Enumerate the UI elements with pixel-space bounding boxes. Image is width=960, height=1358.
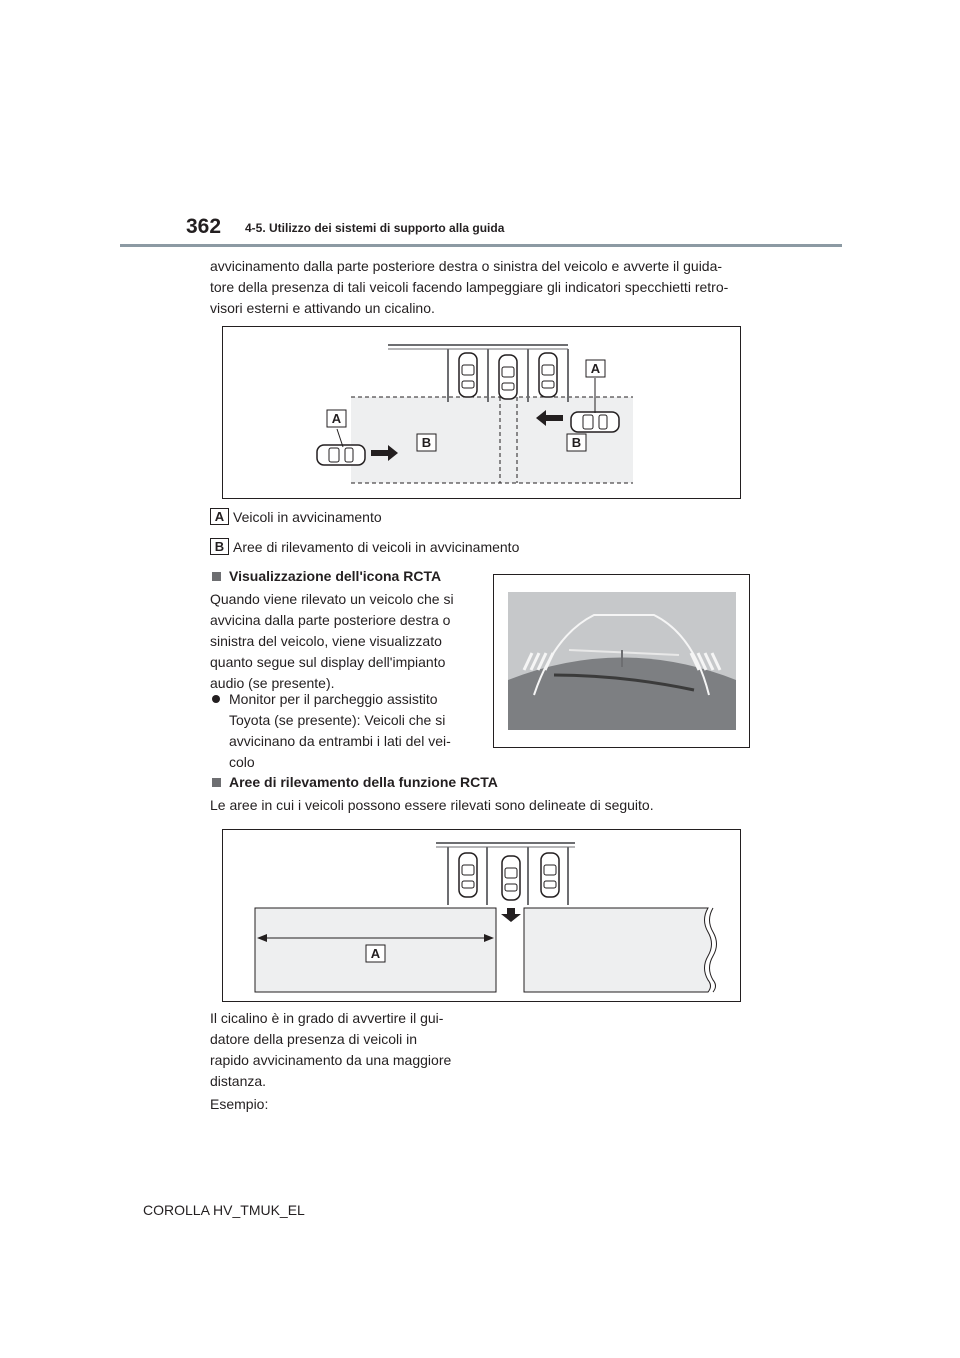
rcta-icon-heading <box>212 568 441 584</box>
legend-text: Aree di rilevamento di veicoli in avvicinamento <box>233 538 520 555</box>
header-rule <box>120 244 842 247</box>
bullet-dot-icon <box>212 695 220 703</box>
figure-detection-range <box>222 829 741 1002</box>
square-bullet-icon <box>212 778 221 787</box>
reversing-car <box>502 856 520 900</box>
detection-range-diagram <box>223 830 740 1001</box>
square-bullet-icon <box>212 572 221 581</box>
closing-line: distanza. <box>210 1073 267 1089</box>
bullet-line: avvicinano da entrambi i lati del vei- <box>229 733 451 749</box>
detection-area <box>351 397 633 483</box>
parked-car <box>541 853 559 897</box>
parked-car <box>459 853 477 897</box>
heading-text: Visualizzazione dell'icona RCTA <box>229 568 442 584</box>
heading-text: Aree di rilevamento della funzione RCTA <box>229 774 498 790</box>
body-line: audio (se presente). <box>210 675 335 691</box>
arrow-down-icon <box>501 908 521 922</box>
rear-camera-view <box>494 575 749 747</box>
closing-paragraph <box>210 1008 480 1092</box>
figure-approaching-vehicles <box>222 326 741 499</box>
detection-areas-body: Le aree in cui i veicoli possono essere rilevati sono delineate di seguito. <box>210 797 654 813</box>
intro-line: tore della presenza di tali veicoli facendo lampeggiare gli indicatori specchietti retro- <box>210 279 729 295</box>
svg-text:B: B <box>571 435 582 450</box>
body-line: quanto segue sul display dell'impianto <box>210 654 446 670</box>
svg-text:B: B <box>421 435 432 450</box>
parked-car <box>539 353 557 397</box>
svg-text:A: A <box>331 411 342 426</box>
legend-text: Veicoli in avvicinamento <box>233 508 382 525</box>
label-b-left <box>417 434 436 451</box>
detection-areas-heading <box>212 774 498 790</box>
label-b-right <box>567 434 586 451</box>
legend-key: B <box>210 538 229 555</box>
label-a-left <box>327 410 346 427</box>
body-line: sinistra del veicolo, viene visualizzato <box>210 633 442 649</box>
parked-car <box>459 353 477 397</box>
figure-monitor-display <box>493 574 750 748</box>
svg-text:A: A <box>370 946 381 961</box>
detection-zone-right <box>524 908 712 992</box>
bullet-line: colo <box>229 754 255 770</box>
reversing-car <box>499 355 517 399</box>
body-line: Quando viene rilevato un veicolo che si <box>210 591 454 607</box>
footer-model-code: COROLLA HV_TMUK_EL <box>143 1202 305 1218</box>
rcta-icon-body <box>210 589 480 694</box>
page-number: 362 <box>186 215 222 238</box>
approaching-vehicles-diagram <box>223 327 740 498</box>
closing-line: Il cicalino è in grado di avvertire il gui- <box>210 1010 444 1026</box>
body-line: avvicina dalla parte posteriore destra o <box>210 612 451 628</box>
section-title: 4-5. Utilizzo dei sistemi di supporto alla guida <box>245 221 505 235</box>
example-label: Esempio: <box>210 1096 269 1112</box>
legend-item-b <box>210 538 519 555</box>
intro-line: avvicinamento dalla parte posteriore destra o sinistra del veicolo e avverte il guida- <box>210 258 723 274</box>
intro-line: visori esterni e attivando un cicalino. <box>210 300 435 316</box>
label-a <box>366 945 385 962</box>
legend-key: A <box>210 508 229 525</box>
legend-item-a <box>210 508 382 525</box>
svg-text:A: A <box>590 361 601 376</box>
rcta-bullet <box>212 689 499 773</box>
label-a-right <box>586 360 605 377</box>
bullet-line: Toyota (se presente): Veicoli che si <box>229 712 446 728</box>
bullet-line: Monitor per il parcheggio assistito <box>229 691 438 707</box>
approaching-car-right <box>571 412 619 432</box>
intro-paragraph <box>210 256 770 319</box>
approaching-car-left <box>317 445 365 465</box>
closing-line: rapido avvicinamento da una maggiore <box>210 1052 452 1068</box>
closing-line: datore della presenza di veicoli in <box>210 1031 418 1047</box>
